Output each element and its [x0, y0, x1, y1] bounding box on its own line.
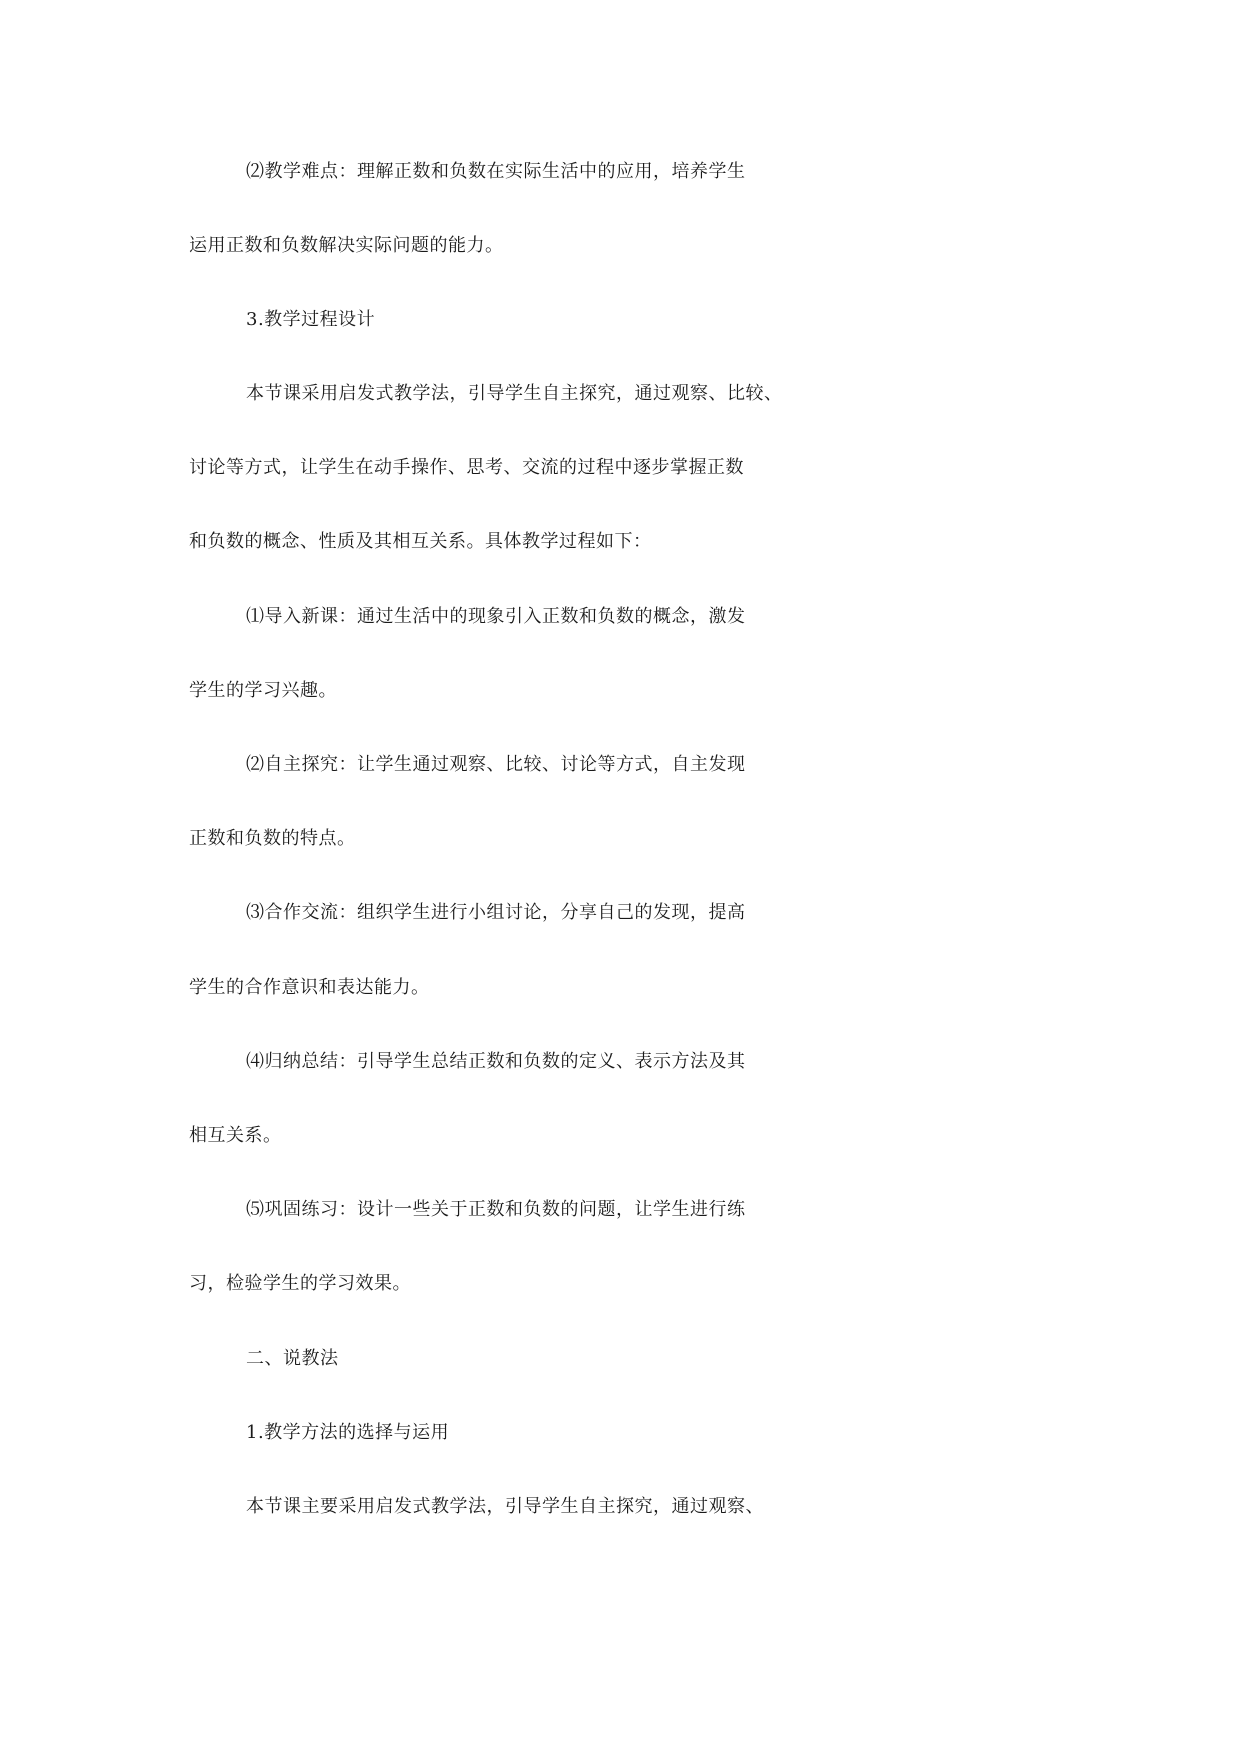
list-item-line: ⑸巩固练习：设计一些关于正数和负数的问题，让学生进行练 — [246, 1199, 746, 1220]
section-heading: 3.教学过程设计 — [246, 309, 376, 330]
paragraph-line: 和负数的概念、性质及其相互关系。具体教学过程如下： — [189, 531, 652, 552]
paragraph-line: 运用正数和负数解决实际问题的能力。 — [189, 235, 504, 256]
paragraph-line: 讨论等方式，让学生在动手操作、思考、交流的过程中逐步掌握正数 — [189, 457, 744, 478]
list-item-line: ⑶合作交流：组织学生进行小组讨论，分享自己的发现，提高 — [246, 902, 746, 923]
list-item-line: 习，检验学生的学习效果。 — [189, 1273, 411, 1294]
paragraph-line: ⑵教学难点：理解正数和负数在实际生活中的应用，培养学生 — [246, 161, 746, 182]
list-item-line: 学生的学习兴趣。 — [189, 680, 337, 701]
paragraph-line: 本节课采用启发式教学法，引导学生自主探究，通过观察、比较、 — [246, 383, 783, 404]
list-item-line: ⑵自主探究：让学生通过观察、比较、讨论等方式，自主发现 — [246, 754, 746, 775]
section-heading: 1.教学方法的选择与运用 — [246, 1422, 450, 1443]
list-item-line: 相互关系。 — [189, 1125, 282, 1146]
paragraph-line: 本节课主要采用启发式教学法，引导学生自主探究，通过观察、 — [246, 1496, 764, 1517]
list-item-line: ⑴导入新课：通过生活中的现象引入正数和负数的概念，激发 — [246, 606, 746, 627]
section-heading: 二、说教法 — [246, 1348, 339, 1369]
list-item-line: 正数和负数的特点。 — [189, 828, 356, 849]
list-item-line: 学生的合作意识和表达能力。 — [189, 977, 430, 998]
list-item-line: ⑷归纳总结：引导学生总结正数和负数的定义、表示方法及其 — [246, 1051, 746, 1072]
